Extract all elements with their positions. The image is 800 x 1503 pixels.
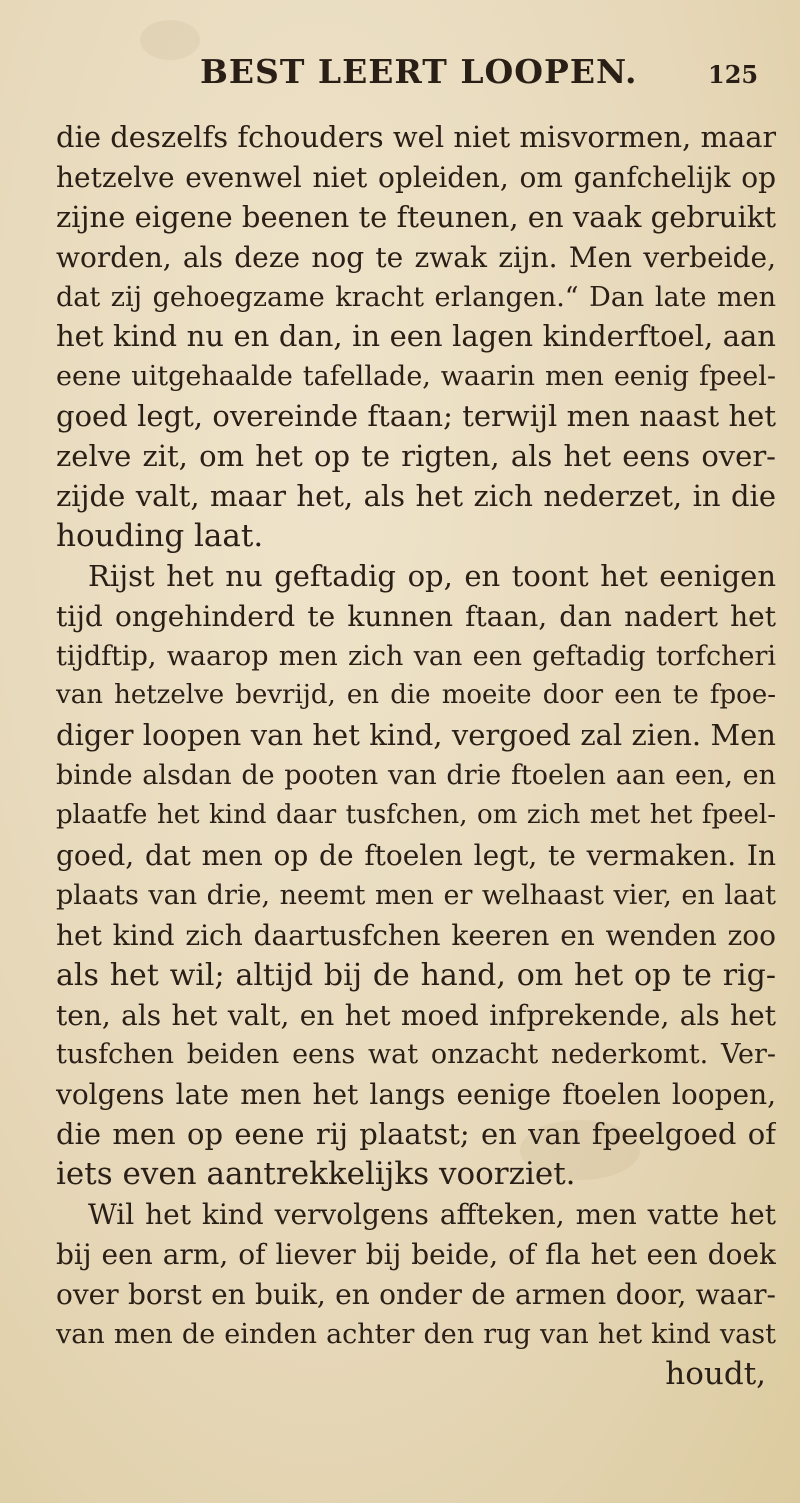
text-line: zelve zit, om het op te rigten, als het eens over- [56, 439, 776, 474]
text-line: houding laat. [56, 517, 264, 554]
text-line: Rijst het nu geftadig op, en toont het eenigen [88, 558, 776, 593]
text-line: plaatfe het kind daar tusfchen, om zich met het fpeel- [56, 800, 776, 831]
catchword: houdt, [665, 1355, 766, 1392]
text-line: als het wil; altijd bij de hand, om het op te rig- [56, 957, 776, 993]
text-line: zijde valt, maar het, als het zich nederzet, in die [56, 479, 776, 514]
text-line: het kind nu en dan, in een lagen kinderftoel, aan [56, 319, 776, 354]
body-text [56, 118, 776, 1395]
text-line: Wil het kind vervolgens affteken, men vatte het [88, 1198, 776, 1232]
text-line: goed legt, overeinde ftaan; terwijl men naast het [56, 399, 776, 434]
text-line: die men op eene rij plaatst; en van fpeelgoed of [56, 1117, 776, 1152]
text-line: het kind zich daartusfchen keeren en wenden zoo [56, 918, 776, 952]
text-line: tusfchen beiden eens wat onzacht nederkomt. Ver- [56, 1039, 776, 1071]
text-line: die deszelfs fchouders wel niet misvormen, maar [56, 120, 776, 154]
page-number: 125 [708, 60, 759, 89]
text-line: diger loopen van het kind, vergoed zal zien. Men [56, 718, 776, 753]
text-line: hetzelve evenwel niet opleiden, om ganfchelijk op [56, 160, 776, 194]
text-line: over borst en buik, en onder de armen door, waar- [56, 1277, 776, 1311]
running-title: BEST LEERT LOOPEN. [200, 52, 638, 91]
text-line: eene uitgehaalde tafellade, waarin men eenig fpeel- [56, 361, 776, 393]
text-line: goed, dat men op de ftoelen legt, te vermaken. In [56, 839, 776, 873]
text-line: tijdftip, waarop men zich van een geftadig torfcheri [56, 640, 776, 672]
text-line: van hetzelve bevrijd, en die moeite door een te fpoe- [56, 680, 776, 711]
text-line: iets even aantrekkelijks voorziet. [56, 1156, 576, 1193]
text-line: tijd ongehinderd te kunnen ftaan, dan nadert het [56, 599, 776, 633]
text-line: bij een arm, of liever bij beide, of fla het een doek [56, 1237, 776, 1271]
text-line: worden, als deze nog te zwak zijn. Men verbeide, [56, 240, 776, 274]
text-line: zijne eigene beenen te fteunen, en vaak gebruikt [56, 199, 776, 234]
text-line: plaats van drie, neemt men er welhaast vier, en laat [56, 879, 776, 911]
text-line: ten, als het valt, en het moed infprekende, als het [56, 998, 776, 1032]
page-header [0, 52, 800, 102]
text-line: volgens late men het langs eenige ftoelen loopen, [56, 1078, 776, 1112]
text-line: van men de einden achter den rug van het kind vast [56, 1318, 776, 1350]
text-line: dat zij gehoegzame kracht erlangen.“ Dan late men [56, 281, 776, 313]
text-line: binde alsdan de pooten van drie ftoelen aan een, en [56, 760, 776, 792]
